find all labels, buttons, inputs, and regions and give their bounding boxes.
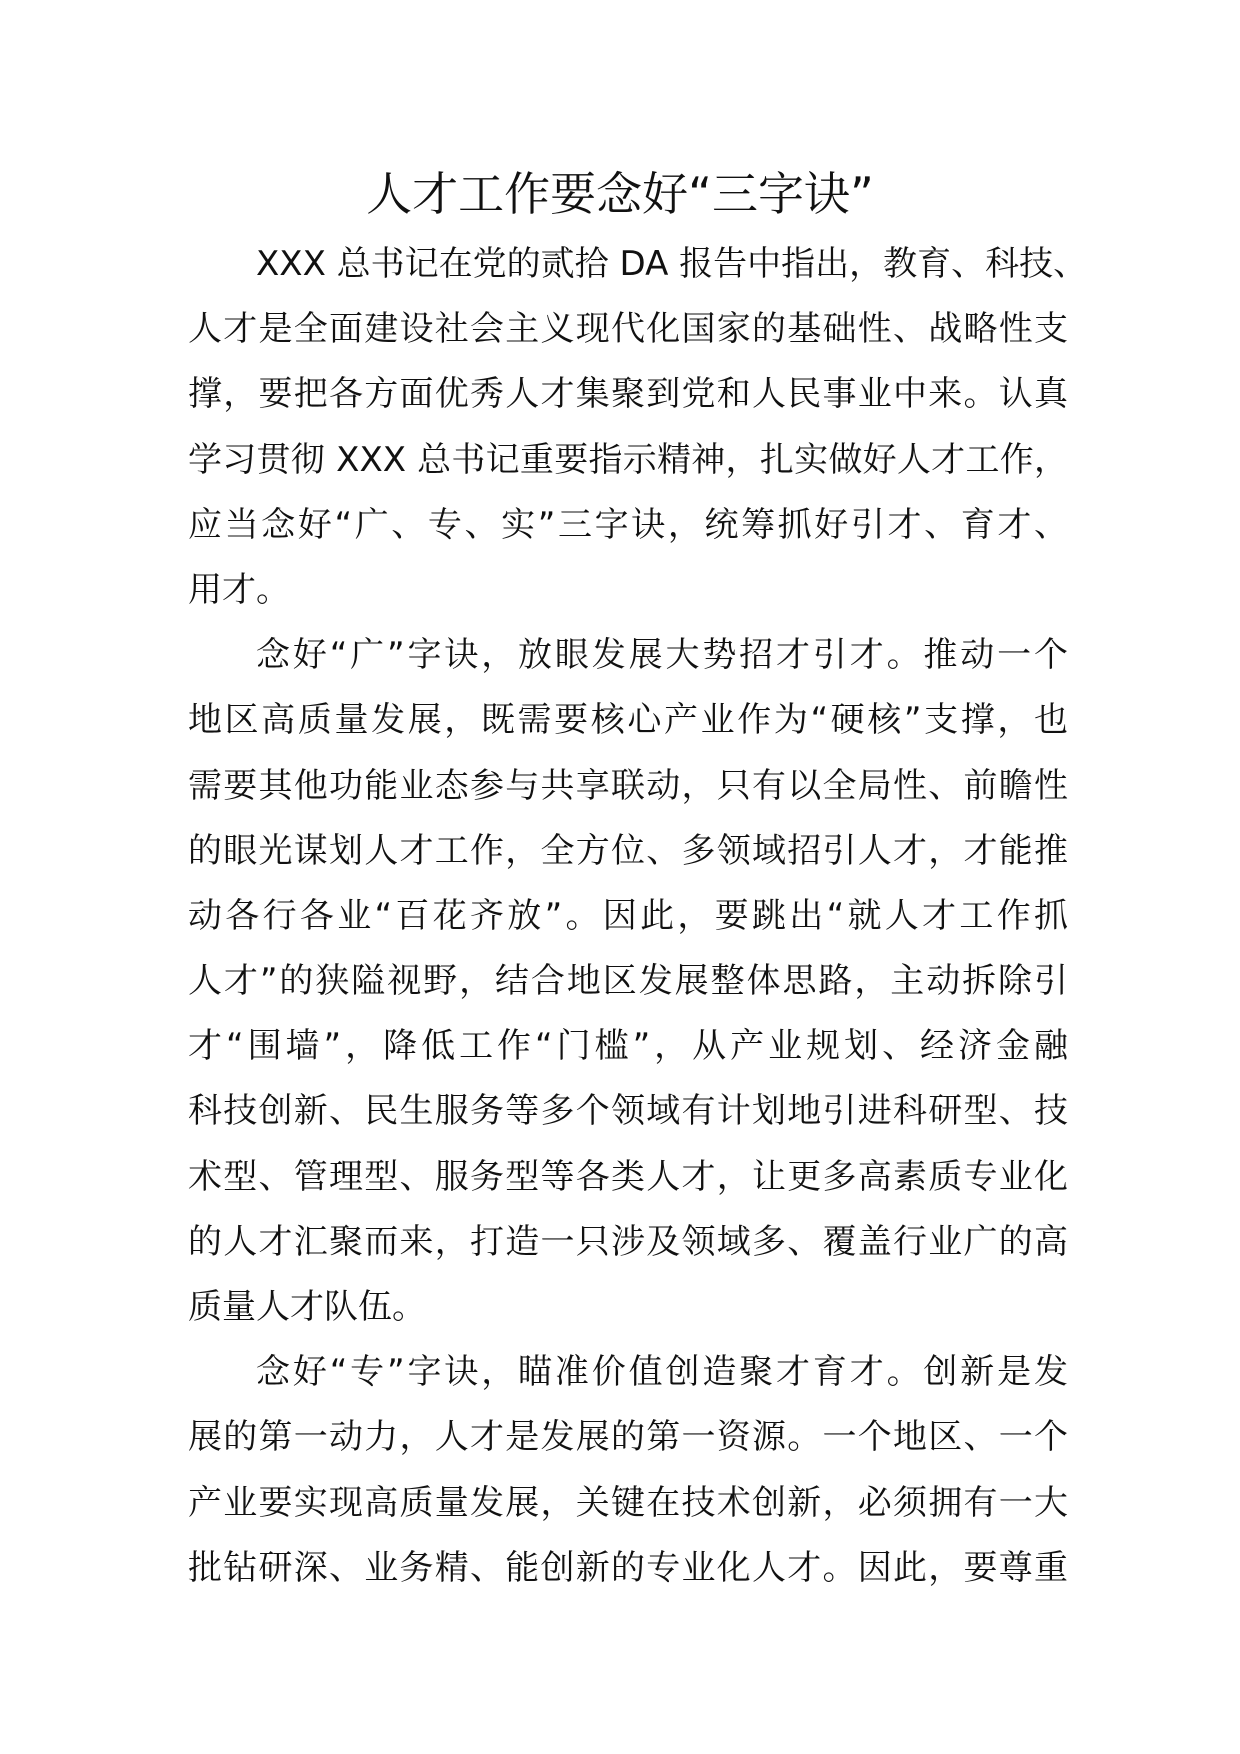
- document-title: 人才工作要念好“三字诀”: [366, 167, 874, 221]
- text-line: 念好“广”字诀，放眼发展大势招才引才。推动一个: [256, 635, 1068, 676]
- text-line: 用才。: [188, 569, 290, 610]
- text-line: 科技创新、民生服务等多个领域有计划地引进科研型、技: [188, 1091, 1068, 1132]
- text-line: 念好“专”字诀，瞄准价值创造聚才育才。创新是发: [256, 1352, 1068, 1393]
- text-line: 人才是全面建设社会主义现代化国家的基础性、战略性支: [188, 309, 1068, 350]
- document-body: [188, 232, 1088, 1601]
- text-line: 才“围墙”，降低工作“门槛”，从产业规划、经济金融: [188, 1026, 1068, 1067]
- text-line: 应当念好“广、专、实”三字诀，统筹抓好引才、育才、: [188, 504, 1068, 545]
- text-line: 人才”的狭隘视野，结合地区发展整体思路，主动拆除引: [188, 961, 1068, 1002]
- text-line: 术型、管理型、服务型等各类人才，让更多高素质专业化: [188, 1156, 1068, 1197]
- text-line: 的眼光谋划人才工作，全方位、多领域招引人才，才能推: [188, 830, 1068, 871]
- text-line: 撑，要把各方面优秀人才集聚到党和人民事业中来。认真: [188, 374, 1068, 415]
- text-line: 的人才汇聚而来，打造一只涉及领域多、覆盖行业广的高: [188, 1221, 1068, 1262]
- text-line: 展的第一动力，人才是发展的第一资源。一个地区、一个: [188, 1417, 1068, 1458]
- text-line: 学习贯彻 XXX 总书记重要指示精神，扎实做好人才工作，: [188, 439, 1068, 480]
- text-line: 动各行各业“百花齐放”。因此，要跳出“就人才工作抓: [188, 895, 1068, 936]
- text-line: 批钻研深、业务精、能创新的专业化人才。因此，要尊重: [188, 1547, 1068, 1588]
- text-line: XXX 总书记在党的贰拾 DA 报告中指出，教育、科技、: [256, 244, 1088, 284]
- text-line: 质量人才队伍。: [188, 1287, 426, 1327]
- text-line: 地区高质量发展，既需要核心产业作为“硬核”支撑，也: [188, 700, 1068, 741]
- text-line: 需要其他功能业态参与共享联动，只有以全局性、前瞻性: [188, 765, 1068, 806]
- text-line: 产业要实现高质量发展，关键在技术创新，必须拥有一大: [188, 1482, 1068, 1523]
